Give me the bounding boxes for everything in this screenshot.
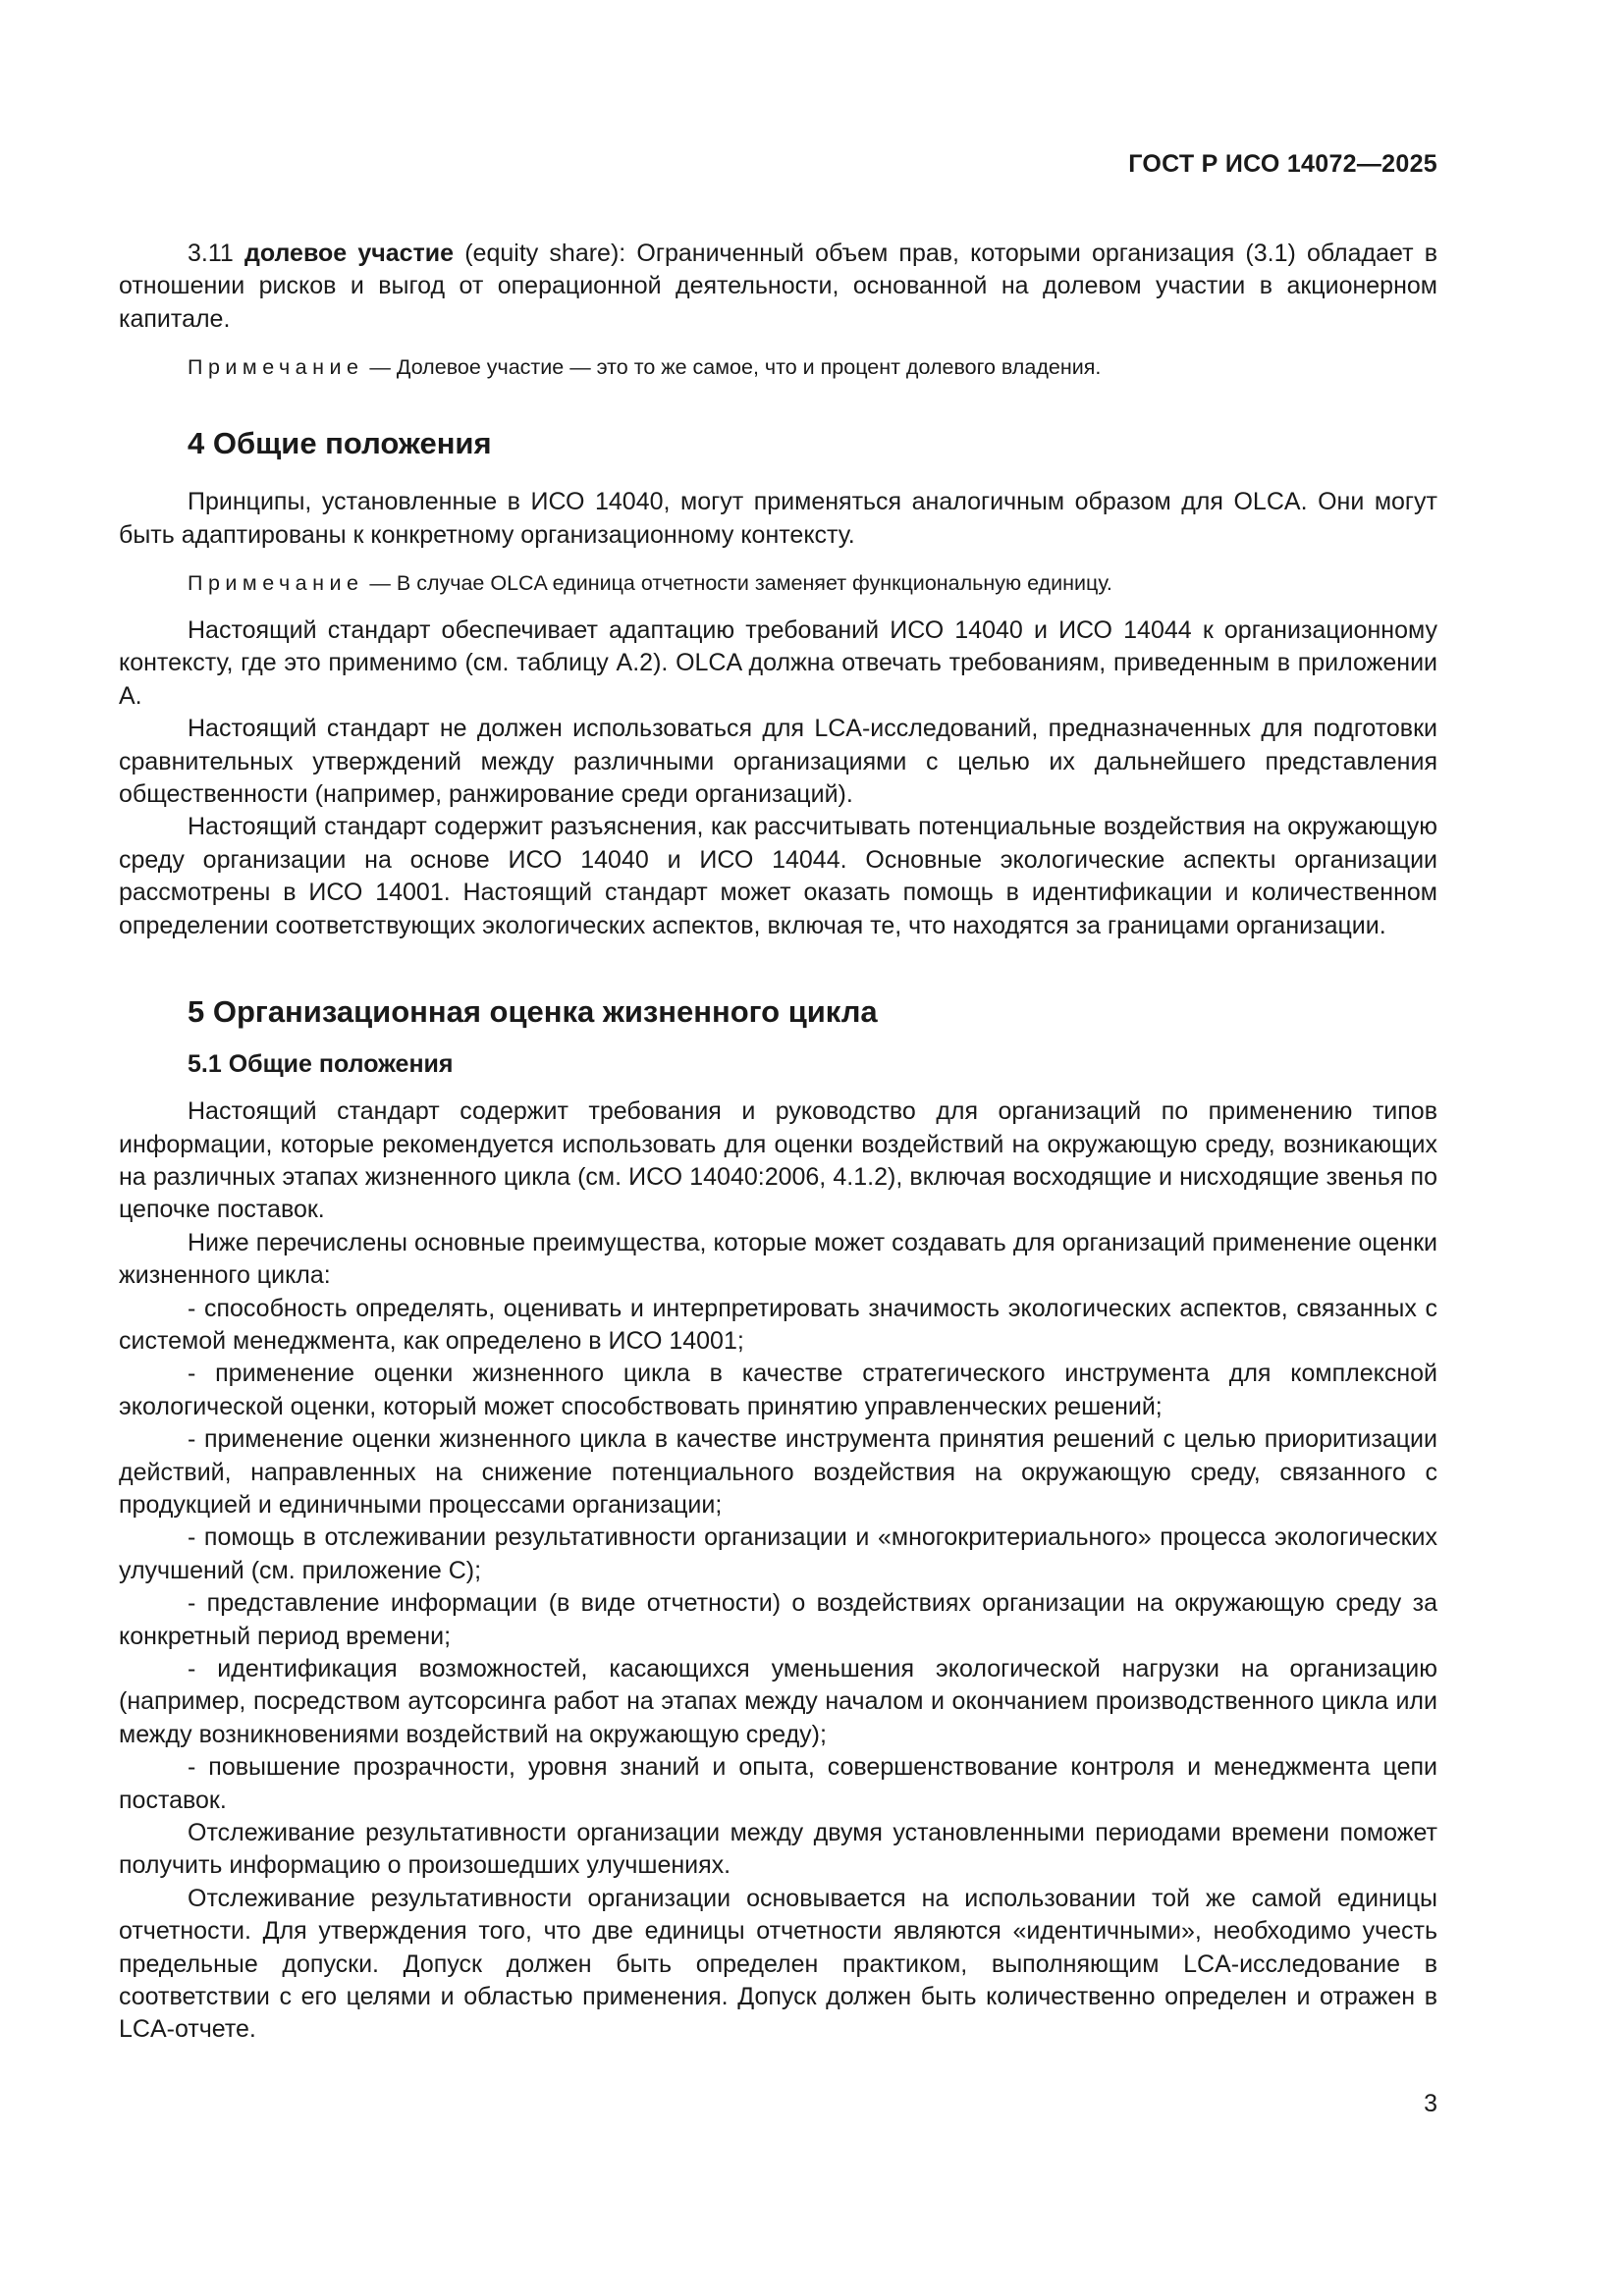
section-5-paragraph-3: Отслеживание результативности организации между двумя установленными периодами времени поможет получить информацию о произошедших улучшениях. [119,1819,1437,1880]
benefit-list-item: - помощь в отслеживании результативности организации и «многокритериального» процесса экологических улучшений (см. приложение С); [119,1523,1437,1584]
section-4-paragraph-3: Настоящий стандарт не должен использоваться для LCA-исследований, предназначенных для подготовки сравнительных утверждений между различными организациями с целью их дальнейшего представления общественности (например, ранжирование среди организаций). [119,715,1437,809]
section-5-title: 5 Организационная оценка жизненного цикла [188,994,878,1030]
benefit-list-item: - применение оценки жизненного цикла в качестве стратегического инструмента для комплексной экологической оценки, который может способствовать принятию управленческих решений; [119,1360,1437,1420]
definition-term: долевое участие [244,240,455,267]
note-3-11 [119,352,1437,382]
benefit-list-item: - применение оценки жизненного цикла в качестве инструмента принятия решений с целью приоритизации действий, направленных на снижение потенциального воздействия на окружающую среду, связанного с продукцией и единичными процессами организации; [119,1425,1437,1519]
definition-number: 3.11 [188,240,244,267]
note-section-4 [119,568,1437,598]
note-text: — В случае OLCA единица отчетности заменяет функциональную единицу. [363,571,1112,596]
page-number: 3 [1424,2090,1437,2117]
section-4-paragraph-1: Принципы, установленные в ИСО 14040, могут применяться аналогичным образом для OLCA. Они могут быть адаптированы к конкретному организационному контексту. [119,488,1437,549]
note-text: — Долевое участие — это то же самое, что и процент долевого владения. [363,355,1102,380]
section-5-paragraph-2: Ниже перечислены основные преимущества, которые может создавать для организаций применение оценки жизненного цикла: [119,1228,1437,1290]
benefit-list-item: - способность определять, оценивать и интерпретировать значимость экологических аспектов, связанных с системой менеджмента, как определено в ИСО 14001; [119,1294,1437,1355]
definition-text: (equity share): Ограниченный объем прав, которыми организация (3.1) обладает в отношении рисков и выгод от операционной деятельности, основанной на долевом участии в акционерном капитале. [119,240,1438,333]
section-4-paragraph-4: Настоящий стандарт содержит разъяснения, как рассчитывать потенциальные воздействия на окружающую среду организации на основе ИСО 14040 и ИСО 14044. Основные экологические аспекты организации рассмотрены в ИСО 14001. Настоящий стандарт может оказать помощь в идентификации и количественном определении соответствующих экологических аспектов, включая те, что находятся за границами организации. [119,813,1437,939]
note-label: Примечание [188,355,364,380]
section-4-paragraph-2: Настоящий стандарт обеспечивает адаптацию требований ИСО 14040 и ИСО 14044 к организационному контексту, где это применимо (см. таблицу А.2). OLCA должна отвечать требованиям, приведенным в приложении А. [119,616,1437,710]
section-5-paragraph-1: Настоящий стандарт содержит требования и руководство для организаций по применению типов информации, которые рекомендуется использовать для оценки воздействий на окружающую среду, возникающих на различных этапах жизненного цикла (см. ИСО 14040:2006, 4.1.2), включая восходящие и нисходящие звенья по цепочке поставок. [119,1097,1437,1224]
note-label: Примечание [188,571,364,596]
benefit-list-item: - идентификация возможностей, касающихся уменьшения экологической нагрузки на организацию (например, посредством аутсорсинга работ на этапах между началом и окончанием производственного цикла или между возникновениями воздействий на окружающую среду); [119,1655,1437,1748]
benefit-list-item: - представление информации (в виде отчетности) о воздействиях организации на окружающую среду за конкретный период времени; [119,1589,1437,1650]
benefit-list-item: - повышение прозрачности, уровня знаний и опыта, совершенствование контроля и менеджмента цепи поставок. [119,1753,1437,1814]
document-header: ГОСТ Р ИСО 14072—2025 [1128,150,1437,178]
section-5-paragraph-4: Отслеживание результативности организации основывается на использовании той же самой единицы отчетности. Для утверждения того, что две единицы отчетности являются «идентичными», необходимо учесть предельные допуски. Допуск должен быть определен практиком, выполняющим LCA-исследование в соответствии с его целями и областью применения. Допуск должен быть количественно определен и отражен в LCA-отчете. [119,1884,1437,2044]
definition-3-11 [119,238,1437,336]
subsection-5-1-title: 5.1 Общие положения [188,1050,454,1079]
section-4-title: 4 Общие положения [188,426,492,461]
